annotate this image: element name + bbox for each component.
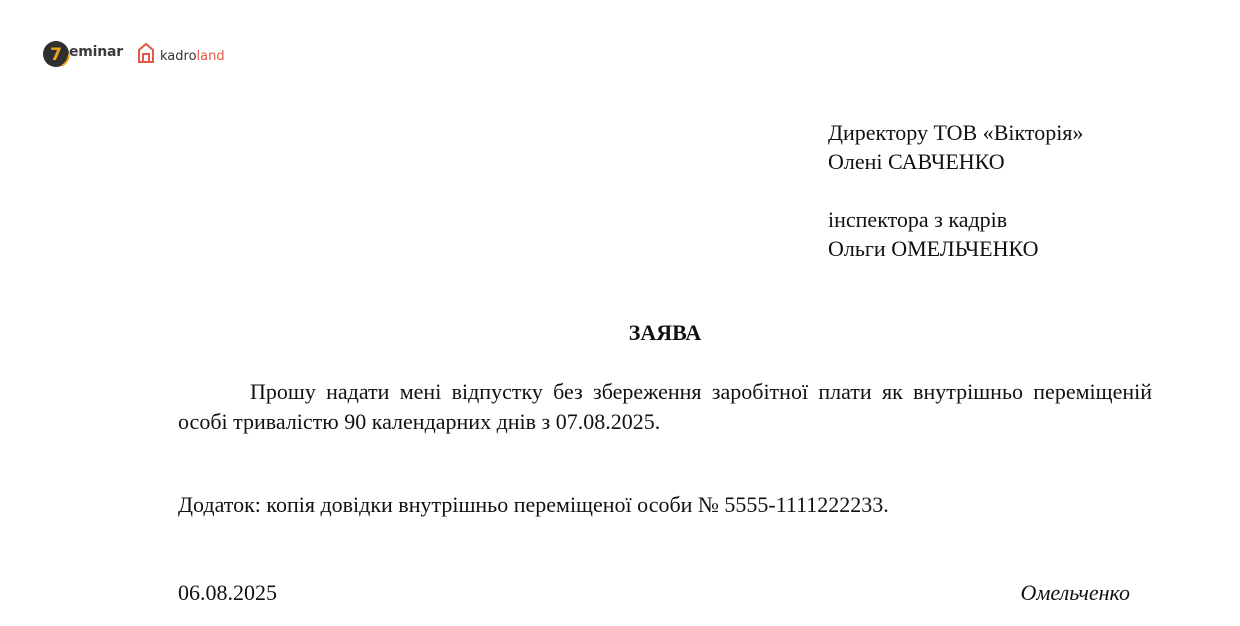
signature: Омельченко <box>1020 580 1130 605</box>
sender-position: інспектора з кадрів <box>828 207 1008 232</box>
addressee-block <box>828 118 1083 263</box>
seminar-logo-icon <box>42 40 70 68</box>
document-date: 06.08.2025 <box>178 580 277 605</box>
request-body: Прошу надати мені відпустку без збереження заробітної плати як внутрішньо переміщеній особі тривалістю 90 календарних днів з 07.08.2025. <box>178 379 1152 434</box>
addressee-director-name: Олені САВЧЕНКО <box>828 149 1005 174</box>
addressee-director: Директору ТОВ «Вікторія» <box>828 120 1084 145</box>
sender-name: Ольги ОМЕЛЬЧЕНКО <box>828 236 1039 261</box>
attachment-line: Додаток: копія довідки внутрішньо переміщеної особи № 5555-1111222233. <box>178 492 889 517</box>
logos <box>42 38 262 70</box>
kadroland-text: kadro <box>160 49 197 64</box>
seminar-logo-text: eminar <box>69 44 124 60</box>
house-icon <box>136 42 156 69</box>
document-title: ЗАЯВА <box>628 320 702 345</box>
kadroland-logo-text <box>160 49 225 64</box>
seminar-badge: 7 <box>50 45 62 65</box>
kadroland-accent-text: land <box>196 49 225 64</box>
